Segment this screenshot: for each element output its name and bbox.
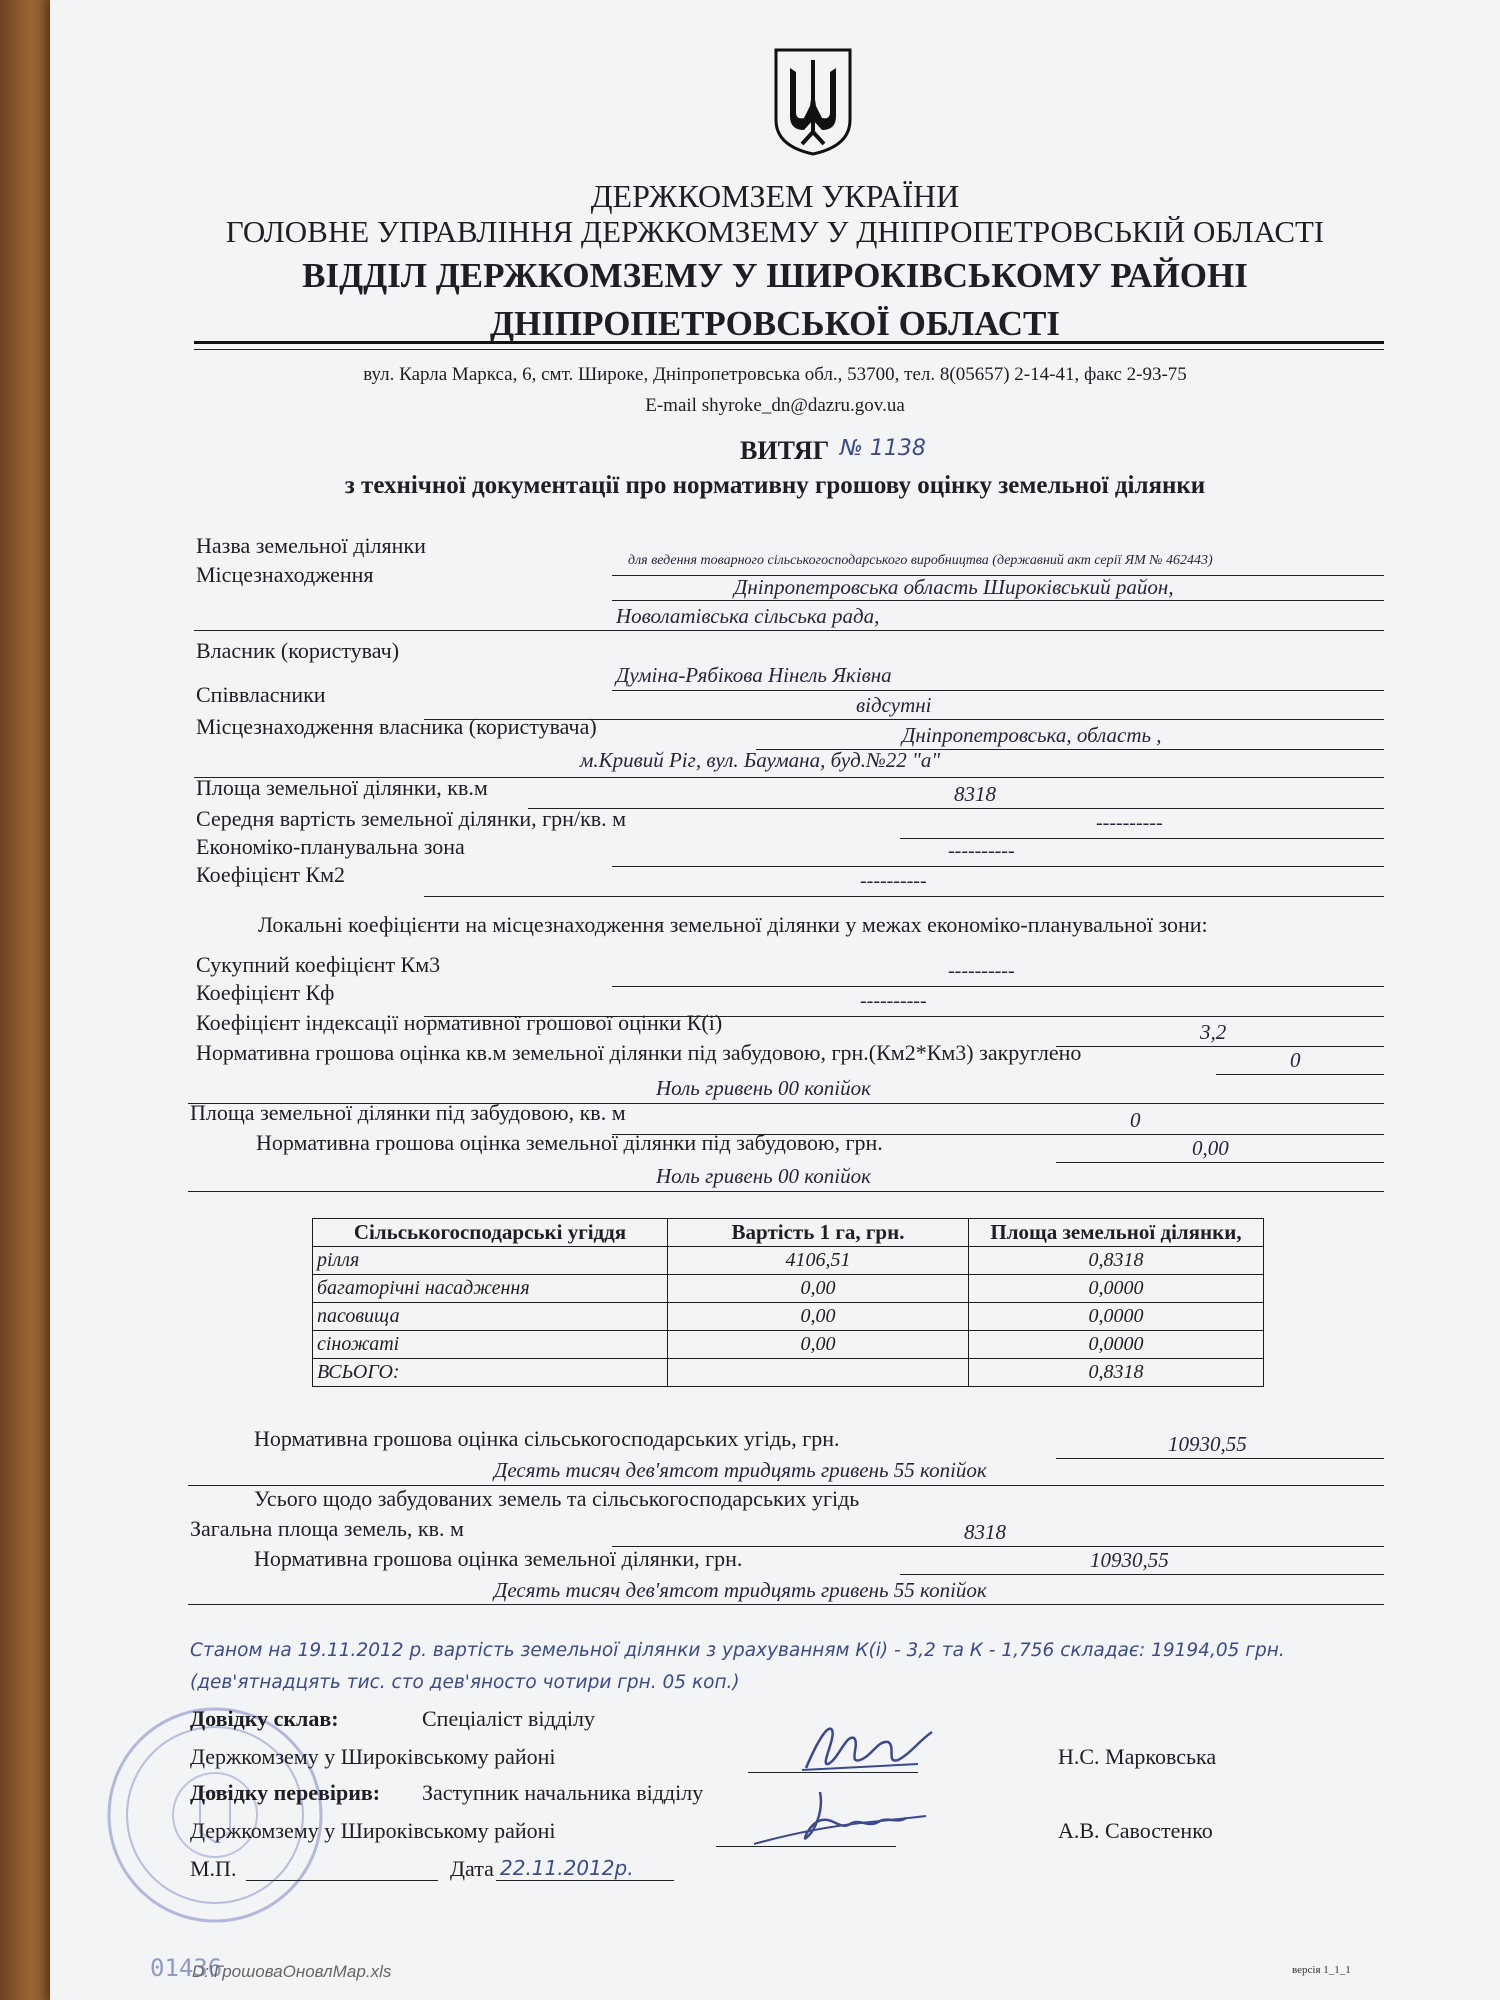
km2-line	[424, 896, 1384, 897]
table-cell: 0,00	[668, 1331, 969, 1359]
table-cell: 0,0000	[969, 1303, 1264, 1331]
ngo-sqm-label: Нормативна грошова оцінка кв.м земельної ділянки під забудовою, грн.(Км2*Км3) закруглено	[196, 1040, 1082, 1065]
doc-title: ВИТЯГ	[740, 436, 830, 465]
location-value-1: Дніпропетровська область Широківський район,	[734, 575, 1174, 599]
total-ngo-words-line	[188, 1604, 1384, 1605]
owner-location-value-1: Дніпропетровська, область ,	[902, 723, 1162, 747]
dept-1: Держкомзему у Широківському районі	[190, 1744, 556, 1769]
owner-location-label: Місцезнаходження власника (користувача)	[196, 714, 597, 739]
kf-value: ----------	[860, 990, 927, 1012]
area-value: 8318	[954, 782, 996, 806]
agri-ngo-words: Десять тисяч дев'ятсот тридцять гривень 55 копійок	[494, 1458, 987, 1482]
ki-label: Коефіцієнт індексації нормативної грошової оцінки К(і)	[196, 1010, 723, 1035]
owner-line	[612, 690, 1384, 691]
version-label: версія 1_1_1	[1292, 1964, 1351, 1976]
ki-value: 3,2	[1200, 1020, 1227, 1044]
table-cell: пасовища	[313, 1303, 668, 1331]
table-row	[313, 1331, 1264, 1359]
doc-subtitle: з технічної документації про нормативну грошову оцінку земельної ділянки	[344, 472, 1206, 499]
table-cell: 0,00	[668, 1275, 969, 1303]
status-line-1: Станом на 19.11.2012 р. вартість земельної ділянки з урахуванням К(і) - 3,2 та К - 1,756 складає: 19194,05 грн.	[190, 1640, 1285, 1661]
date-line	[496, 1880, 674, 1881]
checked-role: Заступник начальника відділу	[422, 1780, 704, 1805]
km2-value: ----------	[860, 870, 927, 892]
built-area-value: 0	[1130, 1108, 1141, 1132]
date-label: Дата	[450, 1856, 494, 1881]
table-cell: 0,00	[668, 1303, 969, 1331]
agri-ngo-line	[1056, 1458, 1384, 1459]
table-cell: 4106,51	[668, 1247, 969, 1275]
name-value: для ведення товарного сільськогосподарського виробництва (державний акт серії ЯМ № 462443)	[628, 553, 1213, 568]
location-value-2: Новолатівська сільська рада,	[616, 604, 880, 628]
kf-label: Коефіцієнт Кф	[196, 980, 335, 1005]
table-header-cell: Площа земельної ділянки,	[969, 1219, 1264, 1247]
org-line-4: ДНІПРОПЕТРОВСЬКОЇ ОБЛАСТІ	[489, 304, 1061, 343]
ngo-sqm-words: Ноль гривень 00 копійок	[656, 1076, 871, 1100]
built-ngo-words: Ноль гривень 00 копійок	[656, 1164, 871, 1188]
table-cell: сіножаті	[313, 1331, 668, 1359]
total-ngo-line	[900, 1574, 1384, 1575]
total-ngo-words: Десять тисяч дев'ятсот тридцять гривень 55 копійок	[494, 1578, 987, 1602]
document-page	[50, 0, 1500, 2000]
name-label: Назва земельної ділянки	[196, 533, 426, 558]
area-line	[528, 808, 1384, 809]
table-cell	[668, 1359, 969, 1387]
mp-label: М.П.	[190, 1856, 237, 1881]
table-row	[313, 1359, 1264, 1387]
zone-label: Економіко-планувальна зона	[196, 834, 465, 859]
total-area-value: 8318	[964, 1520, 1006, 1544]
signature-1-icon	[798, 1720, 938, 1780]
ki-line	[1056, 1046, 1384, 1047]
table-cell: 0,0000	[969, 1331, 1264, 1359]
agri-ngo-value: 10930,55	[1168, 1432, 1247, 1456]
compiled-label: Довідку склав:	[190, 1706, 339, 1731]
table-header-row	[313, 1219, 1264, 1247]
built-ngo-label: Нормативна грошова оцінка земельної ділянки під забудовою, грн.	[256, 1130, 883, 1155]
owner-label: Власник (користувач)	[196, 638, 400, 663]
org-line-3: ВІДДІЛ ДЕРЖКОМЗЕМУ У ШИРОКІВСЬКОМУ РАЙОНІ	[302, 256, 1248, 295]
avg-cost-label: Середня вартість земельної ділянки, грн/кв. м	[196, 806, 627, 831]
coowners-value: відсутні	[856, 693, 932, 717]
table-row	[313, 1303, 1264, 1331]
status-line-2: (дев'ятнадцять тис. сто дев'яносто чотири грн. 05 коп.)	[190, 1672, 740, 1693]
table-header-cell: Сільськогосподарські угіддя	[313, 1219, 668, 1247]
coat-of-arms-icon	[772, 46, 854, 158]
table-row	[313, 1247, 1264, 1275]
km3-label: Сукупний коефіцієнт Км3	[196, 952, 441, 977]
built-ngo-line	[1056, 1162, 1384, 1163]
avg-cost-line	[900, 838, 1384, 839]
file-path: D:\ГрошоваОновлМар.xls	[192, 1962, 392, 1981]
table-cell: ВСЬОГО:	[313, 1359, 668, 1387]
area-label: Площа земельної ділянки, кв.м	[196, 775, 488, 800]
built-ngo-value: 0,00	[1192, 1136, 1229, 1160]
table-cell: 0,0000	[969, 1275, 1264, 1303]
table-cell: 0,8318	[969, 1247, 1264, 1275]
mp-line	[246, 1880, 438, 1881]
land-table	[312, 1218, 1264, 1387]
total-heading: Усього щодо забудованих земель та сільськогосподарських угідь	[254, 1486, 860, 1511]
official-stamp-icon	[100, 1700, 330, 1930]
table-cell: багаторічні насадження	[313, 1275, 668, 1303]
built-ngo-words-line	[188, 1191, 1384, 1192]
checked-label: Довідку перевірив:	[190, 1780, 381, 1805]
total-ngo-label: Нормативна грошова оцінка земельної ділянки, грн.	[254, 1546, 743, 1571]
checked-name: А.В. Савостенко	[1058, 1818, 1213, 1843]
local-coef-text: Локальні коефіцієнти на місцезнаходження земельної ділянки у межах економіко-планувальної зони:	[258, 912, 1208, 937]
dept-2: Держкомзему у Широківському районі	[190, 1818, 556, 1843]
address-line: вул. Карла Маркса, 6, смт. Широке, Дніпропетровська обл., 53700, тел. 8(05657) 2-14-41, факс 2-93-75	[363, 364, 1187, 385]
total-area-label: Загальна площа земель, кв. м	[190, 1516, 464, 1541]
location-label: Місцезнаходження	[196, 562, 374, 587]
ngo-sqm-line	[1216, 1074, 1384, 1075]
table-header-cell: Вартість 1 га, грн.	[668, 1219, 969, 1247]
signature-2-icon	[750, 1782, 930, 1852]
zone-value: ----------	[948, 840, 1015, 862]
avg-cost-value: ----------	[1096, 812, 1163, 834]
agri-ngo-label: Нормативна грошова оцінка сільськогосподарських угідь, грн.	[254, 1426, 840, 1451]
date-value: 22.11.2012р.	[500, 1856, 634, 1880]
compiled-name: Н.С. Марковська	[1058, 1744, 1217, 1769]
compiled-role: Спеціаліст відділу	[422, 1706, 596, 1731]
owner-location-value-2: м.Кривий Ріг, вул. Баумана, буд.№22 "а"	[580, 748, 941, 772]
org-line-2: ГОЛОВНЕ УПРАВЛІННЯ ДЕРЖКОМЗЕМУ У ДНІПРОПЕТРОВСЬКІЙ ОБЛАСТІ	[225, 214, 1325, 249]
owner-value: Думіна-Рябікова Нінель Яківна	[616, 663, 892, 687]
header-divider-thick	[194, 341, 1384, 344]
doc-number: № 1138	[840, 436, 926, 461]
email-line: E-mail shyroke_dn@dazru.gov.ua	[645, 395, 905, 416]
total-ngo-value: 10930,55	[1090, 1548, 1169, 1572]
table-cell: рілля	[313, 1247, 668, 1275]
location-line-1	[612, 600, 1384, 601]
stamp-number: 01436	[150, 1954, 223, 1982]
table-row	[313, 1275, 1264, 1303]
built-area-label: Площа земельної ділянки під забудовою, кв. м	[190, 1100, 626, 1125]
km2-label: Коефіцієнт Км2	[196, 862, 346, 887]
km3-line	[612, 986, 1384, 987]
ngo-sqm-value: 0	[1290, 1048, 1301, 1072]
km3-value: ----------	[948, 960, 1015, 982]
coowners-label: Співвласники	[196, 682, 326, 707]
table-cell: 0,8318	[969, 1359, 1264, 1387]
header-divider-thin	[194, 349, 1384, 350]
zone-line	[612, 866, 1384, 867]
org-line-1: ДЕРЖКОМЗЕМ УКРАЇНИ	[590, 178, 960, 214]
location-line-2	[194, 630, 1384, 631]
desk-background	[0, 0, 52, 2000]
